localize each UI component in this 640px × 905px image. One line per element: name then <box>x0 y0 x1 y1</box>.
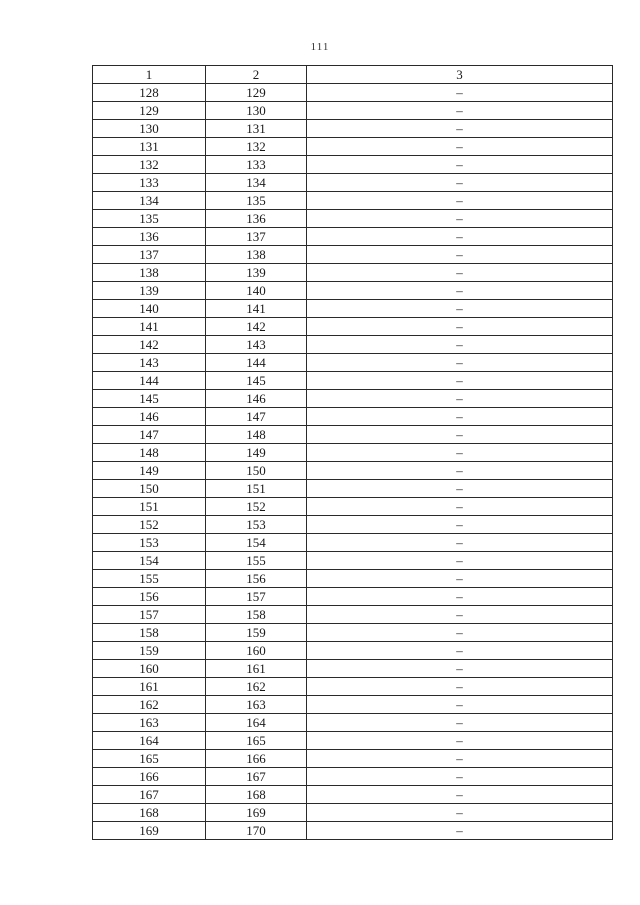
table-row <box>93 462 613 480</box>
table-cell-col-2: 140 <box>206 282 307 300</box>
data-table <box>92 65 613 840</box>
table-cell-col-1: 143 <box>93 354 206 372</box>
table-cell-col-3: – <box>307 84 613 102</box>
table-cell-col-1: 155 <box>93 570 206 588</box>
table-cell-col-2: 136 <box>206 210 307 228</box>
table-cell-col-2: 142 <box>206 318 307 336</box>
table-cell-col-3: – <box>307 678 613 696</box>
table-cell-col-3: – <box>307 768 613 786</box>
table-cell-col-3: – <box>307 318 613 336</box>
table-cell-col-3: – <box>307 498 613 516</box>
table-cell-col-2: 148 <box>206 426 307 444</box>
table-row <box>93 768 613 786</box>
column-header-2: 2 <box>206 66 307 84</box>
table-cell-col-2: 153 <box>206 516 307 534</box>
table-cell-col-2: 130 <box>206 102 307 120</box>
table-row <box>93 372 613 390</box>
table-cell-col-1: 144 <box>93 372 206 390</box>
table-cell-col-3: – <box>307 300 613 318</box>
table-row <box>93 138 613 156</box>
table-cell-col-1: 130 <box>93 120 206 138</box>
table-cell-col-2: 155 <box>206 552 307 570</box>
table-cell-col-2: 157 <box>206 588 307 606</box>
table-row <box>93 156 613 174</box>
table-cell-col-1: 135 <box>93 210 206 228</box>
page-number: 111 <box>310 41 330 53</box>
table-cell-col-3: – <box>307 732 613 750</box>
table-cell-col-2: 154 <box>206 534 307 552</box>
table-row <box>93 120 613 138</box>
table-cell-col-2: 169 <box>206 804 307 822</box>
table-cell-col-1: 150 <box>93 480 206 498</box>
table-row <box>93 246 613 264</box>
table-cell-col-1: 128 <box>93 84 206 102</box>
table-cell-col-2: 150 <box>206 462 307 480</box>
table-cell-col-3: – <box>307 462 613 480</box>
table-cell-col-1: 129 <box>93 102 206 120</box>
table-cell-col-1: 160 <box>93 660 206 678</box>
table-row <box>93 102 613 120</box>
table-row <box>93 750 613 768</box>
table-row <box>93 174 613 192</box>
table-row <box>93 552 613 570</box>
table-cell-col-2: 162 <box>206 678 307 696</box>
table-cell-col-3: – <box>307 660 613 678</box>
table-cell-col-1: 139 <box>93 282 206 300</box>
table-cell-col-1: 162 <box>93 696 206 714</box>
table-cell-col-3: – <box>307 588 613 606</box>
table-row <box>93 642 613 660</box>
table-cell-col-3: – <box>307 552 613 570</box>
table-cell-col-3: – <box>307 534 613 552</box>
table-cell-col-3: – <box>307 480 613 498</box>
table-cell-col-2: 151 <box>206 480 307 498</box>
table-cell-col-3: – <box>307 228 613 246</box>
table-cell-col-1: 132 <box>93 156 206 174</box>
table-cell-col-2: 134 <box>206 174 307 192</box>
table-cell-col-1: 140 <box>93 300 206 318</box>
table-cell-col-1: 141 <box>93 318 206 336</box>
table-cell-col-3: – <box>307 264 613 282</box>
table-cell-col-3: – <box>307 750 613 768</box>
table-cell-col-1: 134 <box>93 192 206 210</box>
table-cell-col-2: 139 <box>206 264 307 282</box>
table-row <box>93 192 613 210</box>
table-cell-col-1: 133 <box>93 174 206 192</box>
table-cell-col-2: 146 <box>206 390 307 408</box>
table-cell-col-1: 136 <box>93 228 206 246</box>
table-row <box>93 624 613 642</box>
table-cell-col-1: 154 <box>93 552 206 570</box>
column-header-1: 1 <box>93 66 206 84</box>
table-row <box>93 534 613 552</box>
table-cell-col-2: 168 <box>206 786 307 804</box>
table-row <box>93 426 613 444</box>
table-row <box>93 264 613 282</box>
table-cell-col-2: 138 <box>206 246 307 264</box>
table-cell-col-2: 129 <box>206 84 307 102</box>
table-row <box>93 606 613 624</box>
table-cell-col-1: 158 <box>93 624 206 642</box>
table-cell-col-1: 138 <box>93 264 206 282</box>
table-cell-col-1: 153 <box>93 534 206 552</box>
table-row <box>93 696 613 714</box>
table-cell-col-2: 147 <box>206 408 307 426</box>
table-cell-col-2: 132 <box>206 138 307 156</box>
table-cell-col-3: – <box>307 822 613 840</box>
table-row <box>93 588 613 606</box>
table-row <box>93 786 613 804</box>
table-cell-col-3: – <box>307 444 613 462</box>
table-cell-col-2: 160 <box>206 642 307 660</box>
table-cell-col-3: – <box>307 714 613 732</box>
table-row <box>93 660 613 678</box>
table-cell-col-3: – <box>307 120 613 138</box>
table-cell-col-1: 167 <box>93 786 206 804</box>
table-cell-col-2: 133 <box>206 156 307 174</box>
table-cell-col-3: – <box>307 102 613 120</box>
table-row <box>93 678 613 696</box>
table-cell-col-2: 141 <box>206 300 307 318</box>
table-row <box>93 714 613 732</box>
table-cell-col-1: 137 <box>93 246 206 264</box>
table-row <box>93 444 613 462</box>
table-cell-col-2: 152 <box>206 498 307 516</box>
table-cell-col-2: 135 <box>206 192 307 210</box>
table-row <box>93 354 613 372</box>
table-cell-col-2: 149 <box>206 444 307 462</box>
table-cell-col-1: 145 <box>93 390 206 408</box>
table-cell-col-1: 147 <box>93 426 206 444</box>
table-cell-col-1: 149 <box>93 462 206 480</box>
table-cell-col-1: 152 <box>93 516 206 534</box>
table-cell-col-3: – <box>307 156 613 174</box>
table-body <box>93 84 613 840</box>
table-cell-col-1: 151 <box>93 498 206 516</box>
table-row <box>93 480 613 498</box>
table-cell-col-2: 164 <box>206 714 307 732</box>
table-row <box>93 516 613 534</box>
table-row <box>93 282 613 300</box>
table-cell-col-3: – <box>307 354 613 372</box>
table-cell-col-3: – <box>307 210 613 228</box>
table-cell-col-3: – <box>307 786 613 804</box>
table-cell-col-2: 165 <box>206 732 307 750</box>
table-cell-col-2: 170 <box>206 822 307 840</box>
table-cell-col-2: 158 <box>206 606 307 624</box>
table-cell-col-2: 144 <box>206 354 307 372</box>
table-cell-col-3: – <box>307 372 613 390</box>
table-cell-col-3: – <box>307 570 613 588</box>
table-cell-col-1: 159 <box>93 642 206 660</box>
table-cell-col-2: 137 <box>206 228 307 246</box>
table-cell-col-1: 168 <box>93 804 206 822</box>
table-row <box>93 336 613 354</box>
table-row <box>93 408 613 426</box>
table-header-row <box>93 66 613 84</box>
table-cell-col-1: 156 <box>93 588 206 606</box>
table-cell-col-3: – <box>307 336 613 354</box>
table-cell-col-2: 163 <box>206 696 307 714</box>
table-cell-col-2: 167 <box>206 768 307 786</box>
table-row <box>93 84 613 102</box>
column-header-3: 3 <box>307 66 613 84</box>
table-cell-col-3: – <box>307 516 613 534</box>
table-row <box>93 228 613 246</box>
table-row <box>93 732 613 750</box>
table-cell-col-3: – <box>307 804 613 822</box>
table-row <box>93 210 613 228</box>
table-cell-col-1: 142 <box>93 336 206 354</box>
table-cell-col-1: 166 <box>93 768 206 786</box>
table-row <box>93 300 613 318</box>
table-cell-col-1: 165 <box>93 750 206 768</box>
table-cell-col-1: 164 <box>93 732 206 750</box>
table-cell-col-2: 143 <box>206 336 307 354</box>
table-row <box>93 318 613 336</box>
table-cell-col-3: – <box>307 390 613 408</box>
table-cell-col-3: – <box>307 642 613 660</box>
table-row <box>93 804 613 822</box>
table-cell-col-1: 146 <box>93 408 206 426</box>
table-cell-col-1: 161 <box>93 678 206 696</box>
table-cell-col-2: 131 <box>206 120 307 138</box>
table-cell-col-2: 156 <box>206 570 307 588</box>
table-cell-col-2: 166 <box>206 750 307 768</box>
table-cell-col-1: 131 <box>93 138 206 156</box>
table-cell-col-3: – <box>307 426 613 444</box>
table-row <box>93 822 613 840</box>
table-cell-col-3: – <box>307 192 613 210</box>
table-cell-col-3: – <box>307 624 613 642</box>
table-cell-col-3: – <box>307 246 613 264</box>
table-cell-col-1: 148 <box>93 444 206 462</box>
table-row <box>93 570 613 588</box>
table-row <box>93 390 613 408</box>
table-cell-col-3: – <box>307 174 613 192</box>
table-cell-col-1: 157 <box>93 606 206 624</box>
table-cell-col-2: 159 <box>206 624 307 642</box>
table-row <box>93 498 613 516</box>
table-cell-col-2: 145 <box>206 372 307 390</box>
table-cell-col-1: 163 <box>93 714 206 732</box>
table-cell-col-3: – <box>307 138 613 156</box>
table-cell-col-2: 161 <box>206 660 307 678</box>
table-cell-col-3: – <box>307 408 613 426</box>
table-cell-col-3: – <box>307 282 613 300</box>
table-cell-col-1: 169 <box>93 822 206 840</box>
table-cell-col-3: – <box>307 606 613 624</box>
table-cell-col-3: – <box>307 696 613 714</box>
